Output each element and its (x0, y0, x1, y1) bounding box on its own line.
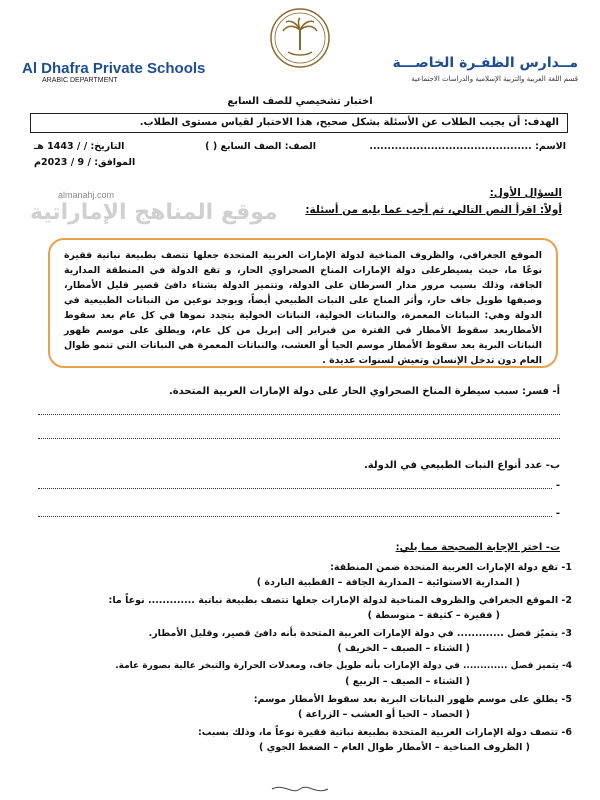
watermark-site: almanahj.com (58, 190, 115, 200)
question-one-instruction: أولاً: اقرأ النص التالي، ثم أجب عما يليه من أسئلة: (305, 204, 562, 216)
choice-stem-2: 2- الموقع الجغرافي والظروف المناخية لدولة الإمارات جعلها تتصف بطبيعة نباتية ............. نوعاً ما: (108, 595, 572, 606)
part-c-question: ت- اختر الإجابة الصحيحة مما يلي: (395, 542, 560, 553)
exam-goal-text: الهدف: أن يجيب الطلاب عن الأسئلة بشكل صحيح، هذا الاختبار لقياس مستوى الطلاب. (139, 117, 559, 128)
part-a-question: أ- فسر: سبب سيطرة المناخ الصحراوي الحار على دولة الإمارات العربية المتحدة. (168, 386, 560, 397)
exam-goal-box (30, 113, 568, 133)
school-name-arabic: مــدارس الظفـرة الخاصـــة (392, 55, 578, 71)
choice-stem-6: 6- تتصف دولة الإمارات العربية المتحدة بطبيعة نباتية فقيرة نوعاً ما، وذلك بسبب: (197, 727, 572, 738)
palm-tree-emblem-icon (268, 6, 332, 70)
choice-options-2[interactable]: ( فقيرة – كثيفة – متوسطة ) (367, 610, 500, 621)
grade-field-label: الصف: الصف السابع ( ) (205, 141, 316, 152)
department-english: ARABIC DEPARTMENT (42, 77, 118, 84)
reading-passage (48, 238, 558, 368)
answer-line[interactable] (38, 488, 552, 489)
choice-options-4[interactable]: ( الشتاء – الصيف – الربيع ) (345, 676, 470, 687)
choice-options-1[interactable]: ( المدارية الاستوائية – المدارية الجافة – القطبية الباردة ) (256, 577, 520, 588)
student-info-row (34, 141, 566, 152)
choice-options-5[interactable]: ( الحصاد – الحيا أو العشب – الزراعة ) (297, 709, 470, 720)
choice-options-3[interactable]: ( الشتاء – الصيف – الخريف ) (337, 643, 470, 654)
choice-stem-1: 1- تقع دولة الإمارات العربية المتحدة ضمن المنطقة: (330, 562, 572, 573)
watermark-arabic: موقع المناهج الإماراتية (30, 200, 278, 225)
bullet-dash: - (555, 508, 560, 519)
choice-options-6[interactable]: ( الظروف المناخية – الأمطار طوال العام – الضغط الجوي ) (259, 742, 530, 753)
choice-stem-3: 3- يتميّز فصل ............. في دولة الإمارات العربية المتحدة بأنه دافئ قصير، وقليل الأمطار. (148, 628, 572, 639)
page-ornament-icon (270, 782, 330, 796)
choice-stem-4: 4- يتميز فصل ............. في دولة الإمارات بأنه طويل جاف، ومعدلات الحرارة والتبخر عالية بصورة عامة. (115, 661, 572, 671)
bullet-dash: - (555, 480, 560, 491)
school-name-english: Al Dhafra Private Schools (22, 60, 206, 77)
answer-line[interactable] (38, 438, 560, 439)
choice-stem-5: 5- يطلق على موسم ظهور النباتات البرية بعد سقوط الأمطار موسم: (253, 694, 572, 705)
part-b-question: ب- عدد أنواع النبات الطبيعي في الدولة. (364, 460, 560, 471)
corresponding-date-label: الموافق: / 9 / 2023م (34, 157, 136, 168)
passage-text: الموقع الجغرافي، والظروف المناخية لدولة الإمارات العربية المتحدة جعلها تتصف بطبيعة نباتية فقيرة نوعًا ما، حيث يسيطرعلى دولة الإمارات المناخ الصحراوي الحار، و تقع الدولة في المنطقة المدارية الجافة، وذلك بسبب مرور مدار السرطان على الدولة، وتتميز الدولة بشتاء دافئ قصير قليل الأمطار، وصيفها طويل جاف حار، وأثر المناخ على النبات الطبيعي أيضاً، ويوجد نوعين من النباتات الطبيعية في الدولة وهي: النباتات المعمرة، والنباتات الحولية، النباتات الحولية يتجدد نموها في كل عام بعد سقوط الأمطاربعد سقوط الأمطار في الفترة من فبراير إلى إبريل من كل عام، ويطلق على موسم ظهور النباتات البرية بعد سقوط الأمطار موسم الحيا أو العشب، والنباتات المعمرة هي النباتات التي تنمو طوال العام دون تدخل الإنسان وتعيش لسنوات عديدة . (64, 250, 542, 366)
answer-line[interactable] (38, 516, 552, 517)
question-one-title: السؤال الأول: (489, 187, 562, 199)
date-field-label: التاريخ: / / 1443 هـ (34, 141, 125, 152)
name-field-label[interactable]: الاسم: ............................................. (369, 141, 566, 152)
exam-title: اختبار تشخيصي للصف السابع (227, 96, 373, 107)
department-arabic: قسم اللغة العربية والتربية الإسلامية والدراسات الاجتماعية (411, 75, 578, 83)
answer-line[interactable] (38, 414, 560, 415)
